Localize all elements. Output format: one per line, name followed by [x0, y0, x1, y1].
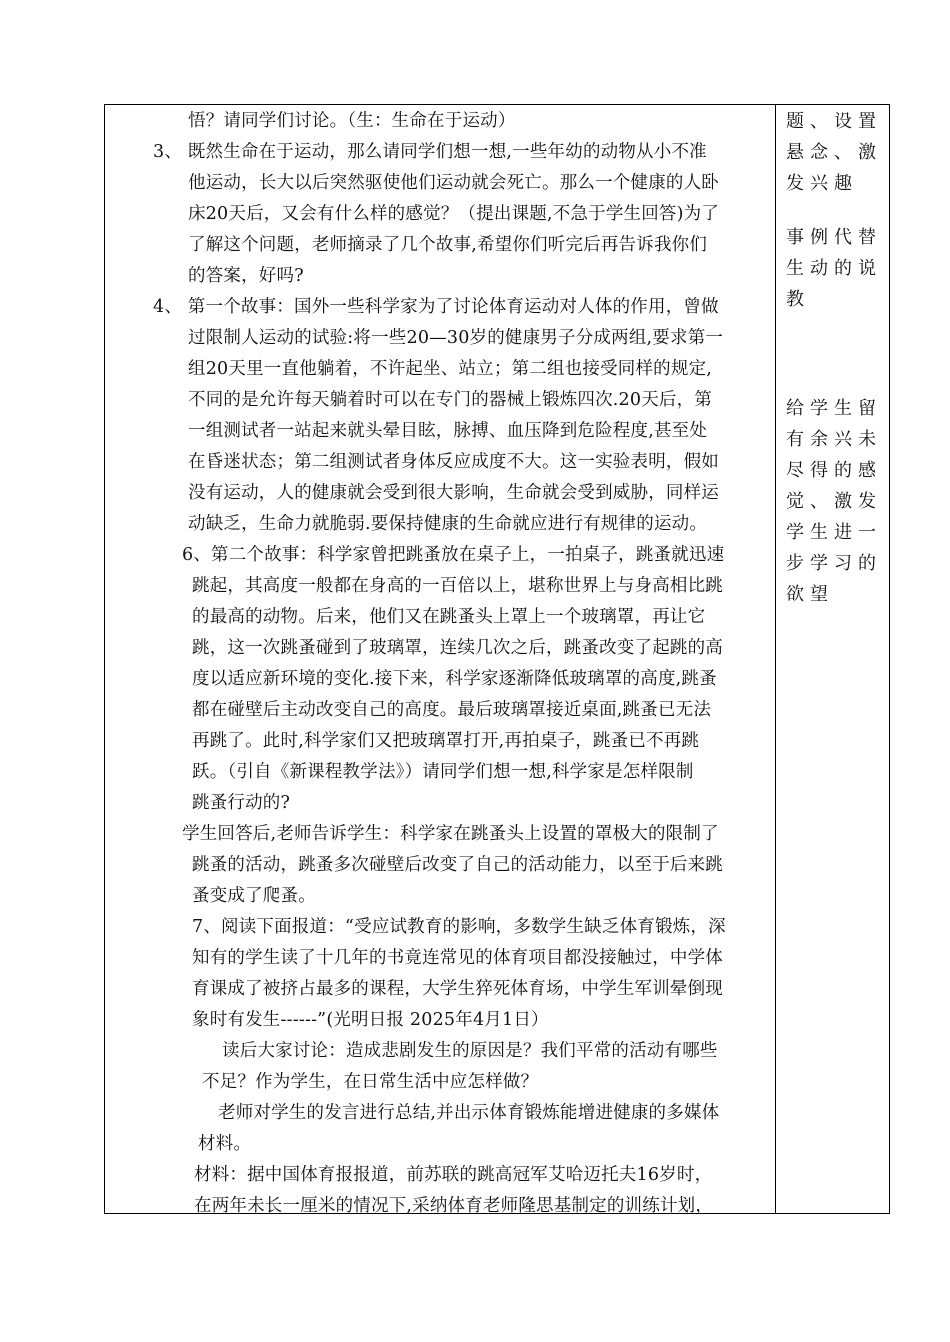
teaching-process-column — [105, 105, 775, 1216]
side-note-line: 生动的说 — [786, 258, 882, 279]
text-line: 悟？请同学们讨论。（生：生命在于运动） — [188, 111, 516, 131]
text-line: 4、 第一个故事：国外一些科学家为了讨论体育运动对人体的作用，曾做 — [153, 297, 719, 317]
text-line: 6、第二个故事：科学家曾把跳蚤放在桌子上，一拍桌子，跳蚤就迅速 — [182, 545, 725, 565]
text-line: 跳蚤行动的? — [192, 793, 291, 813]
text-line: 再跳了。此时,科学家们又把玻璃罩打开,再拍桌子，跳蚤已不再跳 — [192, 731, 700, 751]
text-line: 不同的是允许每天躺着时可以在专门的器械上锻炼四次.20天后，第 — [188, 390, 713, 410]
side-note-line: 题、设置 — [786, 111, 882, 132]
text-line: 材料：据中国体育报报道，前苏联的跳高冠军艾哈迈托夫16岁时， — [194, 1165, 713, 1185]
text-line: 材料。 — [198, 1134, 252, 1154]
text-line: 他运动，长大以后突然驱使他们运动就会死亡。那么一个健康的人卧 — [188, 173, 719, 193]
text-line: 组20天里一直他躺着，不许起坐、站立；第二组也接受同样的规定, — [188, 359, 713, 379]
side-note-line: 步学习的 — [786, 553, 882, 574]
side-note-line: 事例代替 — [786, 227, 882, 248]
side-note-line: 欲望 — [786, 584, 834, 605]
side-note-line: 给学生留 — [786, 398, 882, 419]
text-line: 的最高的动物。后来，他们又在跳蚤头上罩上一个玻璃罩，再让它 — [192, 607, 706, 627]
side-note-line: 觉、激发 — [786, 491, 882, 512]
text-line: 床20天后，又会有什么样的感觉？（提出课题,不急于学生回答)为了 — [188, 204, 720, 224]
side-note-line: 教 — [786, 289, 810, 310]
text-line: 育课成了被挤占最多的课程，大学生猝死体育场，中学生军训晕倒现 — [192, 979, 723, 999]
design-intent-column — [776, 105, 889, 1213]
text-line: 跳起，其高度一般都在身高的一百倍以上，堪称世界上与身高相比跳 — [192, 576, 723, 596]
text-line: 没有运动，人的健康就会受到很大影响，生命就会受到威胁，同样运 — [188, 483, 719, 503]
text-line: 知有的学生读了十几年的书竟连常见的体育项目都没接触过，中学体 — [192, 948, 723, 968]
text-line: 蚤变成了爬蚤。 — [192, 886, 316, 906]
text-line: 老师对学生的发言进行总结,并出示体育锻炼能增进健康的多媒体 — [218, 1103, 720, 1123]
text-line: 都在碰壁后主动改变自己的高度。最后玻璃罩接近桌面,跳蚤已无法 — [192, 700, 712, 720]
text-line: 不足？作为学生，在日常生活中应怎样做？ — [202, 1072, 539, 1092]
text-line: 在昏迷状态；第二组测试者身体反应成度不大。这一实验表明，假如 — [188, 452, 719, 472]
text-line: 动缺乏，生命力就脆弱.要保持健康的生命就应进行有规律的运动。 — [188, 514, 708, 534]
side-note-line: 有余兴未 — [786, 429, 882, 450]
text-line: 了解这个问题，老师摘录了几个故事,希望你们听完后再告诉我你们 — [188, 235, 708, 255]
text-line: 度以适应新环境的变化.接下来，科学家逐渐降低玻璃罩的高度,跳蚤 — [192, 669, 717, 689]
text-line: 3、 既然生命在于运动，那么请同学们想一想,一些年幼的动物从小不准 — [153, 142, 707, 162]
text-line: 跃。（引自《新课程教学法》）请同学们想一想,科学家是怎样限制 — [192, 762, 694, 782]
side-note-line: 悬念、激 — [786, 142, 882, 163]
text-line: 的答案，好吗? — [188, 266, 304, 286]
text-line: 读后大家讨论：造成悲剧发生的原因是？我们平常的活动有哪些 — [222, 1041, 718, 1061]
side-note-line: 尽得的感 — [786, 460, 882, 481]
text-line: 象时有发生------”(光明日报 2025年4月1日） — [192, 1010, 549, 1030]
text-line: 7、阅读下面报道：“受应试教育的影响，多数学生缺乏体育锻炼，深 — [192, 917, 726, 937]
text-line: 学生回答后,老师告诉学生：科学家在跳蚤头上设置的罩极大的限制了 — [182, 824, 719, 844]
text-line: 跳，这一次跳蚤碰到了玻璃罩，连续几次之后，跳蚤改变了起跳的高 — [192, 638, 723, 658]
lesson-plan-table — [104, 104, 890, 1214]
side-note-line: 学生进一 — [786, 522, 882, 543]
text-line: 一组测试者一站起来就头晕目眩，脉搏、血压降到危险程度,甚至处 — [188, 421, 708, 441]
side-note-line: 发兴趣 — [786, 173, 858, 194]
text-line: 过限制人运动的试验:将一些20—30岁的健康男子分成两组,要求第一 — [188, 328, 724, 348]
text-line: 在两年未长一厘米的情况下,采纳体育老师隆思基制定的训练计划， — [194, 1196, 714, 1216]
text-line: 跳蚤的活动，跳蚤多次碰壁后改变了自己的活动能力，以至于后来跳 — [192, 855, 723, 875]
